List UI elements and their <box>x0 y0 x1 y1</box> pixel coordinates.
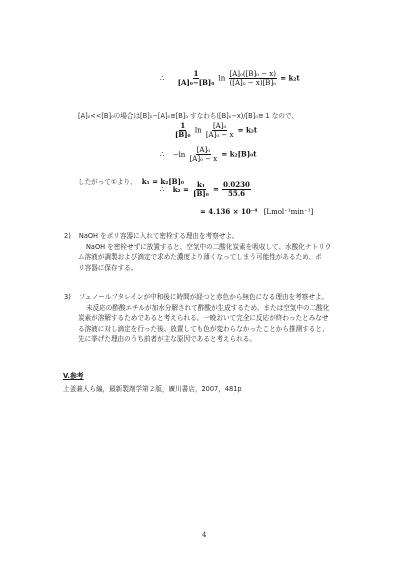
coefficient-numerator: 1 <box>180 121 186 130</box>
equation-1 <box>160 70 300 87</box>
question-3-prompt <box>64 292 329 303</box>
answer-line: ム溶液が調製および滴定で求めた濃度より薄くなってしまう可能性があるため、ポ <box>78 253 322 262</box>
rate-constant-relation: k₁ = k₂[B]₀ <box>141 177 184 186</box>
answer-line: 未反応の酢酸エチルが加水分解されて酢酸が生成するため、または空気中の二酸化 <box>86 303 330 312</box>
equation-rhs: = k₂[B]₀t <box>221 149 257 159</box>
answer-line: 先に挙げた理由のうち前者が主な原因であると考えられる。 <box>78 335 257 344</box>
log-argument-denominator: [A]₀ − x <box>189 155 218 163</box>
coefficient-denominator: [B]₀ <box>175 130 191 139</box>
question-3 <box>64 292 329 345</box>
log-argument-fraction <box>229 70 277 87</box>
condition-text: [A]₀<<[B]₀の場合は[B]₀−[A]₀≅[B]₀ すなわち([B]₀−x)/[B]₀≅ 1 なので、 <box>78 112 299 120</box>
log-argument-fraction <box>205 122 235 139</box>
reference-entry: 上釜兼人ら編，最新製剤学第２版，廣川書店，2007，481p <box>63 385 242 393</box>
answer-line: リ容器に保存する。 <box>78 263 138 272</box>
result-unit: [Lmol⁻¹min⁻¹] <box>263 208 314 216</box>
b0-denominator: [B]₀ <box>193 189 209 198</box>
numeric-denominator: 55.6 <box>227 189 246 198</box>
k1-numerator: k₁ <box>197 180 205 189</box>
equation-5 <box>160 181 252 198</box>
k1-over-b0-fraction <box>192 181 210 198</box>
coefficient-fraction <box>177 70 216 87</box>
coefficient-denominator: [A]₀−[B]₀ <box>177 78 215 87</box>
coefficient-fraction <box>174 122 192 139</box>
log-argument-denominator: ([A]₀ − x)[B]₀ <box>229 79 276 87</box>
therefore-phrase: したがって①より、 <box>78 178 137 186</box>
question-2 <box>64 231 331 273</box>
ln-operator: ln <box>218 74 226 83</box>
equation-rhs: = k₂t <box>237 125 258 135</box>
answer-line: NaOH を密栓せずに放置すると、空気中の二酸化炭素を吸収して、水酸化ナトリウ <box>86 242 332 251</box>
log-argument-numerator: [A]₀ <box>212 122 227 130</box>
references-heading: V.参考 <box>63 372 84 380</box>
question-text: フェノールフタレインが中和後に時間が経つと赤色から無色になる理由を考察せよ。 <box>78 293 329 301</box>
negative-ln-operator: −ln <box>172 150 186 159</box>
therefore-symbol: ∴ <box>160 150 165 159</box>
k2-label: k₂ = <box>172 184 189 194</box>
page-number: 4 <box>202 531 207 539</box>
log-argument-denominator: [A]₀ − x <box>205 131 234 139</box>
numeric-numerator: 0.0230 <box>223 180 250 189</box>
equation-rhs: = k₂t <box>280 73 300 83</box>
question-text: NaOH をポリ容器に入れて密栓する理由を考察せよ。 <box>78 232 239 240</box>
ln-operator: ln <box>194 126 202 135</box>
equals-sign: = <box>213 184 219 194</box>
question-number: 3) <box>64 293 71 301</box>
therefore-symbol: ∴ <box>160 185 165 194</box>
answer-line: る溶液に対し滴定を行った後、放置しても色が変わらなかったことから推測すると、 <box>78 324 329 333</box>
log-argument-numerator: [A]₀ <box>196 146 211 154</box>
coefficient-numerator: 1 <box>193 69 199 78</box>
result-value: = 4.136 × 10⁻⁴ <box>200 207 258 216</box>
equation-2 <box>173 122 257 139</box>
answer-line: 炭素が溶解するためであると考えられる。一晩おいて完全に反応が終わったとみなせ <box>78 314 329 323</box>
result-line <box>200 207 313 216</box>
log-argument-numerator: [A]₀([B]₀ − x) <box>229 70 276 78</box>
therefore-symbol: ∴ <box>160 74 165 83</box>
question-2-prompt <box>64 231 331 242</box>
question-number: 2) <box>64 232 71 240</box>
numeric-fraction <box>222 181 251 198</box>
equation-3 <box>160 146 256 163</box>
log-argument-fraction <box>189 146 219 163</box>
